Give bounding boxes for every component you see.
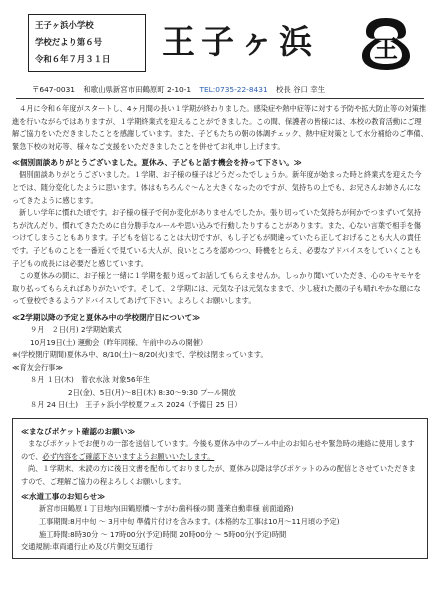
emblem-char: 王 xyxy=(374,34,398,63)
interview-paragraph-1: 個別面談ありがとうございました。１学期、お子様の様子はどうだったでしょうか。新年度が始まった時と終業式を迎えた今とでは、随分変化したように思います。体はもちろんぐ〜んと大きくなったのですが、気持ちの上でも、お兄さんお姉さんになってきたように感じます。 xyxy=(12,170,422,205)
issue-date: 令和６年７月３１日 xyxy=(35,54,111,64)
water-works-location: 新宮市田鶴原１丁目地内(田鶴原橋〜すがわ歯科様の間 蓬莱自動車様 前面道路) xyxy=(39,504,294,514)
water-works-traffic: 交通規制:車両通行止め及び片側交互通行 xyxy=(21,542,153,552)
pta-event-line: 2日(金)、5日(月)〜8日(木) 8:30〜9:30 プール開放 xyxy=(68,387,236,397)
section-heading-interview: ≪個別面談ありがとうございました。夏休み、子どもと話す機会を持って下さい。≫ xyxy=(12,158,302,168)
street-address: 和歌山県新宮市田鶴原町 2-10-1 xyxy=(83,85,192,94)
section-heading-schedule: ≪2学期以降の予定と夏休み中の学校閉庁日について≫ xyxy=(12,312,201,322)
phone-number[interactable]: TEL:0735-22-8431 xyxy=(199,85,268,94)
school-emblem-icon xyxy=(354,12,418,74)
pta-event-line: ８月 １日(木) 着衣水泳 対象56年生 xyxy=(30,375,150,385)
schedule-line: ９月 ２日(月) 2学期始業式 xyxy=(30,324,122,334)
postal-code: 〒647-0031 xyxy=(32,85,75,94)
manabi-pocket-paragraph xyxy=(21,438,419,463)
address-line xyxy=(12,84,428,96)
divider xyxy=(16,98,424,99)
newsletter-title: 王子ヶ浜 xyxy=(162,22,318,61)
schedule-line: 10月19日(土) 運動会（昨年同様、午前中のみの開催） xyxy=(30,337,208,347)
manabi-pocket-text: まなびポケットでお便りの一部を送信しています。今後も夏休み中のプール中止のお知らせや緊急時の連絡に使用しますので、 xyxy=(21,439,415,461)
principal-name: 校長 谷口 幸生 xyxy=(276,85,326,94)
issue-info-box xyxy=(28,14,146,72)
water-works-hours: 施工時間:8時30分 〜 17時00分(予定)時間 20時00分 〜 5時00分(予定)時間 xyxy=(39,529,287,539)
pta-event-line: ８月 24 日(土) 王子ヶ浜小学校夏フェス 2024（予備日 25 日） xyxy=(30,400,242,410)
masthead xyxy=(12,8,428,82)
intro-paragraph: ４月に令和６年度がスタートし、4ヶ月間の長い１学期が終わりました。感染症や熱中症等に対する予防や拡大防止等の対策推進を行いながらではありますが、１学期終業式を迎えることができました。この間、保護者の皆様には、本校の教育活動にご理解ご協力をいただきましたことを感謝しています。また、子どもたちの朝の体調チェック、熱中症対策として水分補給のご準備、緊急下校の対応等、様々なご支援をいただきましたことを併せてお礼申し上げます。 xyxy=(12,104,428,151)
manabi-pocket-request: 必ず内容をご確認下さいますようお願いいたします。 xyxy=(42,451,215,461)
closure-note: ※(学校閉庁期間)夏休み中、8/10(土)〜8/20(火)まで、学校は閉まっています。 xyxy=(12,350,268,360)
manabi-pocket-note: 尚、１学期末、未読の方に後日文書を配布しておりましたが、夏休み以降は学びポケットのみの配信とさせていただきますので、ご理解ご協力の程よろしくお願いします。 xyxy=(21,464,416,486)
manabi-pocket-heading: ≪まなびポケット確認のお願い≫ xyxy=(21,427,136,437)
school-name: 王子ヶ浜小学校 xyxy=(35,20,94,30)
interview-paragraph-3: この夏休みの間に、お子様と一緒に１学期を振り返ってお話してもらえませんか。しっかり聞いていただき、心のモヤモヤを取り払ってもらえればありがたいです。そして、２学期には、元気な子は元気なままで、少し疲れた顔の子も晴れやかな顔になって登校できるようアドバイスしてあげて下さい。よろしくお願いします。 xyxy=(12,271,422,306)
water-works-period: 工事期間:8月中旬 〜 3月中旬 準備片付けを含みます。(本格的な工事は10月〜11月頃の予定) xyxy=(39,517,340,527)
water-works-heading: ≪水道工事のお知らせ≫ xyxy=(21,492,106,502)
issue-number: 学校だより第６号 xyxy=(35,37,102,47)
pta-events-heading: ≪育友会行事≫ xyxy=(12,362,63,372)
interview-paragraph-2: 新しい学年に慣れた頃です。お子様の様子で何か変化がありませんでしたか。張り切っていた気持ちが何かでつまずいて気持ちが沈んだり、慣れてきたために自分勝手なルールや思い込みで行動したりすることがあります。また、心ない言葉で相手を傷つけてしまうこともあります。子どもを信じることは大切ですが、もし子どもが間違っていたら正しておげることも大人の責任です。子どものことを一番近くで見ている大人が、良いところを認めつつ、時機をとらえ、必要なアドバイスをしていくことも子どもの成長には必要だと感じています。 xyxy=(12,208,422,268)
notice-box xyxy=(12,418,428,559)
